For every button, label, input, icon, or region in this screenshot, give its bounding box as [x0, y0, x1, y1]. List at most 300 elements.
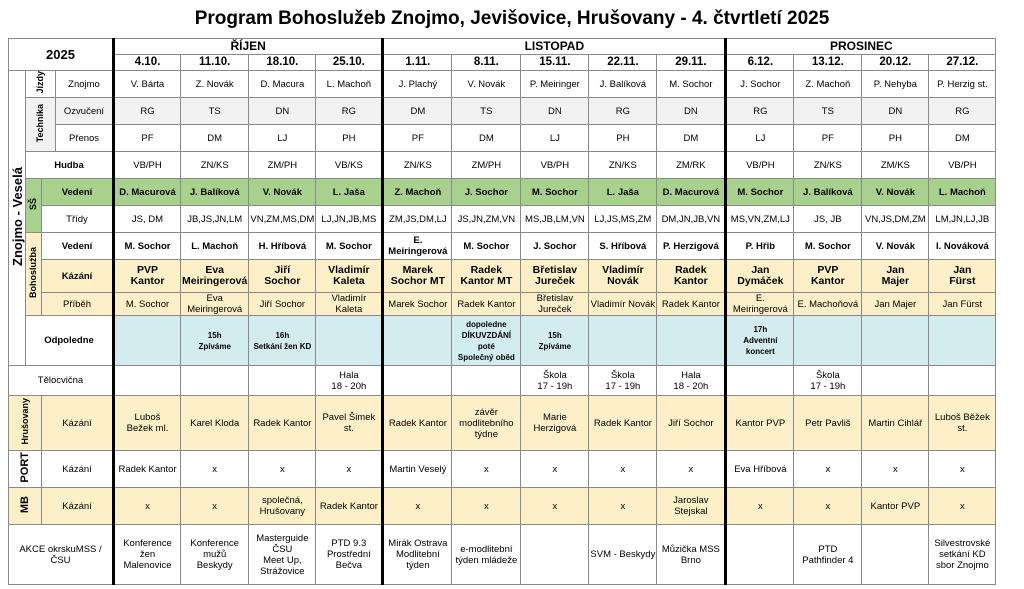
mb-kazani-line: Kantor PVP: [870, 500, 921, 512]
tridy-12: VN,JS,DM,ZM: [862, 206, 929, 233]
hrusovany-kazani-line: závěr: [474, 406, 498, 418]
odpoledne-line: 17h: [753, 325, 768, 334]
jizdy-znojmo-9: M. Sochor: [657, 71, 726, 98]
telocvicna-8: [589, 366, 657, 396]
mb-kazani-line: x: [483, 500, 489, 512]
pribeh-12: Jan Majer: [862, 293, 929, 316]
b-kazani-6: [452, 260, 521, 293]
mb-kazani-11: [794, 488, 862, 525]
date-7: 15.11.: [521, 55, 589, 71]
odpoledne-line: 16h: [275, 330, 290, 340]
b-kazani-line: Kaleta: [333, 275, 365, 287]
mb-kazani-line: společná,: [262, 495, 303, 506]
akce-line: Pathfinder 4: [802, 554, 854, 566]
ozvuceni-2: TS: [181, 98, 249, 125]
port-kazani-3: x: [249, 451, 316, 488]
akce-line: setkání KD: [939, 549, 986, 560]
b-kazani-line: Fürst: [949, 275, 976, 287]
pribeh-5: Marek Sochor: [383, 293, 452, 316]
b-kazani-line: Dymáček: [737, 275, 784, 287]
table-row: [9, 316, 996, 366]
table-row: [9, 39, 996, 55]
akce-7: [521, 525, 589, 585]
b-kazani-line: Majer: [881, 275, 910, 287]
mb-kazani-line: x: [620, 500, 626, 512]
prenos-11: PF: [794, 125, 862, 152]
mb-kazani-2: [181, 488, 249, 525]
prenos-6: DM: [452, 125, 521, 152]
b-kazani-1: [114, 260, 181, 293]
table-row: [9, 451, 996, 488]
ozvuceni-12: DN: [862, 98, 929, 125]
port-kazani-7: x: [521, 451, 589, 488]
port-kazani-8: x: [589, 451, 657, 488]
group-znojmo-vesela-text: Znojmo - Veselá: [9, 167, 25, 266]
hrusovany-kazani-6: [452, 396, 521, 451]
pribeh-2: Eva Meiringerová: [181, 293, 249, 316]
mb-kazani-4: [316, 488, 383, 525]
table-row: [9, 55, 996, 71]
b-vedeni-9: P. Herzigová: [657, 233, 726, 260]
b-kazani-8: [589, 260, 657, 293]
b-kazani-line: PVP: [136, 264, 158, 276]
mb-kazani-6: [452, 488, 521, 525]
akce-5: [383, 525, 452, 585]
prenos-3: LJ: [249, 125, 316, 152]
hrusovany-kazani-7: [521, 396, 589, 451]
mb-kazani-line: x: [415, 500, 421, 512]
odpoledne-6: [452, 316, 521, 366]
mb-kazani-line: x: [212, 500, 218, 512]
mb-kazani-13: [929, 488, 996, 525]
hrusovany-kazani-2: [181, 396, 249, 451]
b-kazani-line: Jiří: [274, 264, 291, 276]
b-kazani-line: Jan: [886, 264, 905, 276]
b-kazani-line: Novák: [607, 275, 639, 287]
prenos-10: LJ: [726, 125, 794, 152]
group-technika: [26, 98, 56, 152]
mb-kazani-line: Hrušovany: [259, 506, 306, 517]
port-kazani-9: x: [657, 451, 726, 488]
page-title: Program Bohoslužeb Znojmo, Jevišovice, Hrušovany - 4. čtvrtletí 2025: [194, 8, 830, 29]
telocvicna-13: [929, 366, 996, 396]
table-row: [9, 525, 996, 585]
ss-vedeni-8: L. Jaša: [589, 179, 657, 206]
prenos-8: PH: [589, 125, 657, 152]
hrusovany-kazani-3: [249, 396, 316, 451]
b-vedeni-10: P. Hřib: [726, 233, 794, 260]
akce-line: Bečva: [335, 560, 363, 571]
table-row: [9, 206, 996, 233]
pribeh-9: Radek Kantor: [657, 293, 726, 316]
akce-2: [181, 525, 249, 585]
jizdy-znojmo-10: J. Sochor: [726, 71, 794, 98]
telocvicna-line: 17 - 19h: [810, 380, 846, 392]
label-ozvuceni: Ozvučení: [56, 98, 114, 125]
jizdy-znojmo-7: P. Meiringer: [521, 71, 589, 98]
port-kazani-11: x: [794, 451, 862, 488]
group-port: [9, 451, 42, 488]
akce-9: [657, 525, 726, 585]
port-kazani-4: x: [316, 451, 383, 488]
hudba-8: ZN/KS: [589, 152, 657, 179]
odpoledne-line: 15h: [207, 330, 222, 340]
akce-4: [316, 525, 383, 585]
pribeh-3: Jiří Sochor: [249, 293, 316, 316]
b-kazani-line: Radek Kantor: [673, 264, 708, 287]
hrusovany-kazani-1: [114, 396, 181, 451]
hrusovany-kazani-5: [383, 396, 452, 451]
tridy-13: LM,JN,LJ,JB: [929, 206, 996, 233]
ss-vedeni-12: V. Novák: [862, 179, 929, 206]
tridy-6: JS,JN,ZM,VN: [452, 206, 521, 233]
ozvuceni-8: RG: [589, 98, 657, 125]
group-bohosluzba-text: Bohoslužba: [28, 247, 38, 298]
ozvuceni-1: RG: [114, 98, 181, 125]
tridy-9: DM,JN,JB,VN: [657, 206, 726, 233]
ozvuceni-9: DN: [657, 98, 726, 125]
prenos-1: PF: [114, 125, 181, 152]
b-kazani-line: Kantor MT: [460, 275, 513, 287]
hudba-6: ZM/PH: [452, 152, 521, 179]
odpoledne-2: [181, 316, 249, 366]
group-ss: [26, 179, 42, 233]
b-kazani-line: Jan: [751, 264, 770, 276]
hrusovany-kazani-line: Kantor PVP: [735, 417, 786, 429]
jizdy-znojmo-4: L. Machoň: [316, 71, 383, 98]
port-kazani-6: x: [452, 451, 521, 488]
hudba-7: VB/PH: [521, 152, 589, 179]
port-kazani-1: Radek Kantor: [114, 451, 181, 488]
table-row: [9, 260, 996, 293]
mb-kazani-7: [521, 488, 589, 525]
pribeh-1: M. Sochor: [114, 293, 181, 316]
akce-line: mužů: [203, 549, 227, 560]
b-kazani-line: Radek: [470, 264, 503, 276]
port-kazani-12: x: [862, 451, 929, 488]
hrusovany-kazani-line: Martin Cihlář: [868, 417, 923, 429]
akce-line: žen: [139, 549, 156, 560]
tridy-2: JB,JS,JN,LM: [181, 206, 249, 233]
mb-kazani-line: Radek Kantor: [319, 500, 378, 512]
hrusovany-kazani-13: [929, 396, 996, 451]
telocvicna-7: [521, 366, 589, 396]
telocvicna-line: Hala: [339, 369, 359, 381]
ozvuceni-13: RG: [929, 98, 996, 125]
label-hudba: Hudba: [26, 152, 114, 179]
b-kazani-line: Kantor: [810, 275, 845, 287]
odpoledne-line: Zpíváme: [198, 341, 231, 351]
akce-line: Masterguide ČSU: [256, 532, 309, 555]
label-znojmo: Znojmo: [56, 71, 114, 98]
port-kazani-5: Martin Veselý: [383, 451, 452, 488]
ozvuceni-4: RG: [316, 98, 383, 125]
telocvicna-12: [862, 366, 929, 396]
month-nov: LISTOPAD: [383, 39, 726, 55]
date-2: 11.10.: [181, 55, 249, 71]
odpoledne-line: Setkání žen KD: [253, 341, 312, 351]
telocvicna-line: 18 - 20h: [331, 380, 367, 392]
b-kazani-5: [383, 260, 452, 293]
date-11: 13.12.: [794, 55, 862, 71]
akce-line: Konference: [190, 538, 239, 549]
hrusovany-kazani-8: [589, 396, 657, 451]
odpoledne-line: poté: [477, 341, 495, 351]
hudba-2: ZN/KS: [181, 152, 249, 179]
jizdy-znojmo-12: P. Nehyba: [862, 71, 929, 98]
odpoledne-line: dopoledne: [466, 319, 507, 329]
b-kazani-10: [726, 260, 794, 293]
label-ss-vedeni: Vedení: [42, 179, 114, 206]
ss-vedeni-11: J. Balíková: [794, 179, 862, 206]
hudba-9: ZM/RK: [657, 152, 726, 179]
telocvicna-5: [383, 366, 452, 396]
akce-line: Prostřední: [326, 549, 371, 560]
akce-line: Můzička MSS: [661, 543, 720, 555]
group-jizdy-text: Jízdy: [35, 71, 45, 94]
b-vedeni-3: H. Hříbová: [249, 233, 316, 260]
telocvicna-6: [452, 366, 521, 396]
telocvicna-4: [316, 366, 383, 396]
akce-line: Strážovice: [260, 565, 305, 577]
hrusovany-kazani-line: Radek Kantor: [388, 417, 447, 429]
hrusovany-kazani-line: Radek Kantor: [593, 417, 652, 429]
b-vedeni-11: M. Sochor: [794, 233, 862, 260]
akce-line: Modlitební týden: [395, 549, 440, 571]
b-kazani-line: Vladimír: [602, 264, 644, 276]
table-row: [9, 293, 996, 316]
mb-kazani-3: [249, 488, 316, 525]
hudba-10: VB/PH: [726, 152, 794, 179]
mb-kazani-12: [862, 488, 929, 525]
pribeh-11: E. Machoňová: [794, 293, 862, 316]
mb-kazani-line: x: [552, 500, 558, 512]
akce-10: [726, 525, 794, 585]
label-tridy: Třídy: [42, 206, 114, 233]
date-9: 29.11.: [657, 55, 726, 71]
akce-line: sbor Znojmo: [935, 560, 989, 571]
hudba-12: ZM/KS: [862, 152, 929, 179]
odpoledne-3: [249, 316, 316, 366]
hrusovany-kazani-4: [316, 396, 383, 451]
pribeh-7: Břetislav Jureček: [521, 293, 589, 316]
odpoledne-5: [383, 316, 452, 366]
b-kazani-line: Meiringerová: [182, 275, 248, 287]
tridy-4: LJ,JN,JB,MS: [316, 206, 383, 233]
label-prenos: Přenos: [56, 125, 114, 152]
prenos-12: PH: [862, 125, 929, 152]
b-kazani-9: [657, 260, 726, 293]
hrusovany-kazani-line: Herzigová: [533, 423, 577, 434]
ozvuceni-3: DN: [249, 98, 316, 125]
ozvuceni-11: TS: [794, 98, 862, 125]
telocvicna-line: Hala: [681, 369, 701, 381]
jizdy-znojmo-5: J. Plachý: [383, 71, 452, 98]
date-12: 20.12.: [862, 55, 929, 71]
b-kazani-2: [181, 260, 249, 293]
telocvicna-line: Škola: [815, 369, 840, 381]
odpoledne-10: [726, 316, 794, 366]
port-kazani-10: Eva Hříbová: [726, 451, 794, 488]
jizdy-znojmo-13: P. Herzig st.: [929, 71, 996, 98]
b-kazani-7: [521, 260, 589, 293]
table-row: [9, 125, 996, 152]
table-row: [9, 98, 996, 125]
odpoledne-line: 15h: [547, 330, 562, 340]
month-dec: PROSINEC: [726, 39, 996, 55]
ozvuceni-5: DM: [383, 98, 452, 125]
port-kazani-13: x: [929, 451, 996, 488]
odpoledne-9: [657, 316, 726, 366]
b-vedeni-4: M. Sochor: [316, 233, 383, 260]
mb-kazani-line: x: [959, 500, 965, 512]
table-row: [9, 366, 996, 396]
year-header: 2025: [9, 39, 114, 71]
tridy-3: VN,ZM,MS,DM: [249, 206, 316, 233]
group-bohosluzba: [26, 233, 42, 316]
mb-kazani-line: Jaroslav: [673, 495, 709, 506]
table-row: [9, 152, 996, 179]
b-vedeni-13: I. Nováková: [929, 233, 996, 260]
telocvicna-1: [114, 366, 181, 396]
pribeh-4: Vladimír Kaleta: [316, 293, 383, 316]
group-port-text: PORT: [18, 452, 31, 483]
hudba-13: VB/PH: [929, 152, 996, 179]
mb-kazani-9: [657, 488, 726, 525]
hrusovany-kazani-12: [862, 396, 929, 451]
tridy-10: MS,VN,ZM,LJ: [726, 206, 794, 233]
odpoledne-8: [589, 316, 657, 366]
hrusovany-kazani-9: [657, 396, 726, 451]
hudba-11: ZN/KS: [794, 152, 862, 179]
b-kazani-line: Marek: [402, 264, 434, 276]
group-znojmo-vesela: [9, 71, 26, 366]
hrusovany-kazani-10: [726, 396, 794, 451]
hrusovany-kazani-line: Jiří Sochor: [668, 417, 714, 429]
b-kazani-line: Jan: [953, 264, 972, 276]
b-kazani-line: Sochor MT: [390, 275, 445, 287]
label-b-kazani: Kázání: [42, 260, 114, 293]
tridy-11: JS, JB: [794, 206, 862, 233]
tridy-7: MS,JB,LM,VN: [521, 206, 589, 233]
ss-vedeni-13: L. Machoň: [929, 179, 996, 206]
group-mb: [9, 488, 42, 525]
schedule-table: [8, 38, 996, 585]
table-row: [9, 233, 996, 260]
table-row: [9, 488, 996, 525]
ss-vedeni-6: J. Sochor: [452, 179, 521, 206]
label-pribeh: Příběh: [42, 293, 114, 316]
group-mb-text: MB: [18, 495, 31, 514]
mb-kazani-1: [114, 488, 181, 525]
akce-line: PTD: [818, 543, 838, 555]
hrusovany-kazani-line: Pavel Šimek st.: [322, 412, 376, 434]
date-1: 4.10.: [114, 55, 181, 71]
telocvicna-2: [181, 366, 249, 396]
mb-kazani-8: [589, 488, 657, 525]
prenos-4: PH: [316, 125, 383, 152]
mb-kazani-10: [726, 488, 794, 525]
date-3: 18.10.: [249, 55, 316, 71]
b-kazani-13: [929, 260, 996, 293]
odpoledne-13: [929, 316, 996, 366]
prenos-7: LJ: [521, 125, 589, 152]
hudba-3: ZM/PH: [249, 152, 316, 179]
ss-vedeni-7: M. Sochor: [521, 179, 589, 206]
ss-vedeni-4: L. Jaša: [316, 179, 383, 206]
hudba-4: VB/KS: [316, 152, 383, 179]
mb-kazani-line: x: [825, 500, 831, 512]
odpoledne-4: [316, 316, 383, 366]
ss-vedeni-3: V. Novák: [249, 179, 316, 206]
hrusovany-kazani-line: Radek Kantor: [253, 417, 312, 429]
pribeh-6: Radek Kantor: [452, 293, 521, 316]
b-kazani-11: [794, 260, 862, 293]
hrusovany-kazani-line: Karel Kloda: [190, 417, 240, 429]
akce-8: [589, 525, 657, 585]
b-vedeni-6: M. Sochor: [452, 233, 521, 260]
tridy-5: ZM,JS,DM,LJ: [383, 206, 452, 233]
pribeh-8: Vladimír Novák: [589, 293, 657, 316]
akce-line: Malenovice: [123, 560, 172, 571]
akce-1: [114, 525, 181, 585]
label-akce: AKCE okrskuMSS / ČSU: [9, 525, 114, 585]
hrusovany-kazani-line: týdne: [474, 428, 498, 440]
b-vedeni-8: S. Hříbová: [589, 233, 657, 260]
b-kazani-12: [862, 260, 929, 293]
group-technika-text: Technika: [35, 103, 45, 143]
telocvicna-10: [726, 366, 794, 396]
akce-line: Beskydy: [196, 560, 233, 571]
b-kazani-line: Vladimír: [328, 264, 370, 276]
group-hrusovany-text: Hrušovany: [19, 398, 30, 445]
b-kazani-line: Eva: [205, 264, 225, 276]
table-row: [9, 179, 996, 206]
prenos-9: DM: [657, 125, 726, 152]
telocvicna-9: [657, 366, 726, 396]
odpoledne-line: Adventní koncert: [743, 336, 778, 356]
telocvicna-line: 17 - 19h: [537, 380, 573, 392]
mb-kazani-line: x: [145, 500, 150, 512]
ozvuceni-6: TS: [452, 98, 521, 125]
telocvicna-line: Škola: [610, 369, 635, 381]
b-kazani-line: PVP: [817, 264, 839, 276]
b-vedeni-7: J. Sochor: [521, 233, 589, 260]
b-kazani-line: Sochor: [264, 275, 301, 287]
b-vedeni-2: L. Machoň: [181, 233, 249, 260]
odpoledne-line: Zpíváme: [538, 341, 572, 351]
prenos-2: DM: [181, 125, 249, 152]
label-hrusovany-kazani: Kázání: [42, 396, 114, 451]
pribeh-10: E. Meiringerová: [726, 293, 794, 316]
b-kazani-line: Kantor: [130, 275, 165, 287]
jizdy-znojmo-1: V. Bárta: [114, 71, 181, 98]
telocvicna-3: [249, 366, 316, 396]
akce-11: [794, 525, 862, 585]
akce-line: Mirák Ostrava: [388, 538, 448, 549]
ss-vedeni-9: D. Macurová: [657, 179, 726, 206]
odpoledne-12: [862, 316, 929, 366]
b-vedeni-1: M. Sochor: [114, 233, 181, 260]
odpoledne-7: [521, 316, 589, 366]
group-ss-text: SŠ: [28, 197, 38, 210]
b-kazani-4: [316, 260, 383, 293]
date-13: 27.12.: [929, 55, 996, 71]
telocvicna-line: 18 - 20h: [673, 380, 709, 392]
akce-line: SVM - Beskydy: [590, 549, 656, 560]
table-row: [9, 396, 996, 451]
ss-vedeni-5: Z. Machoň: [383, 179, 452, 206]
